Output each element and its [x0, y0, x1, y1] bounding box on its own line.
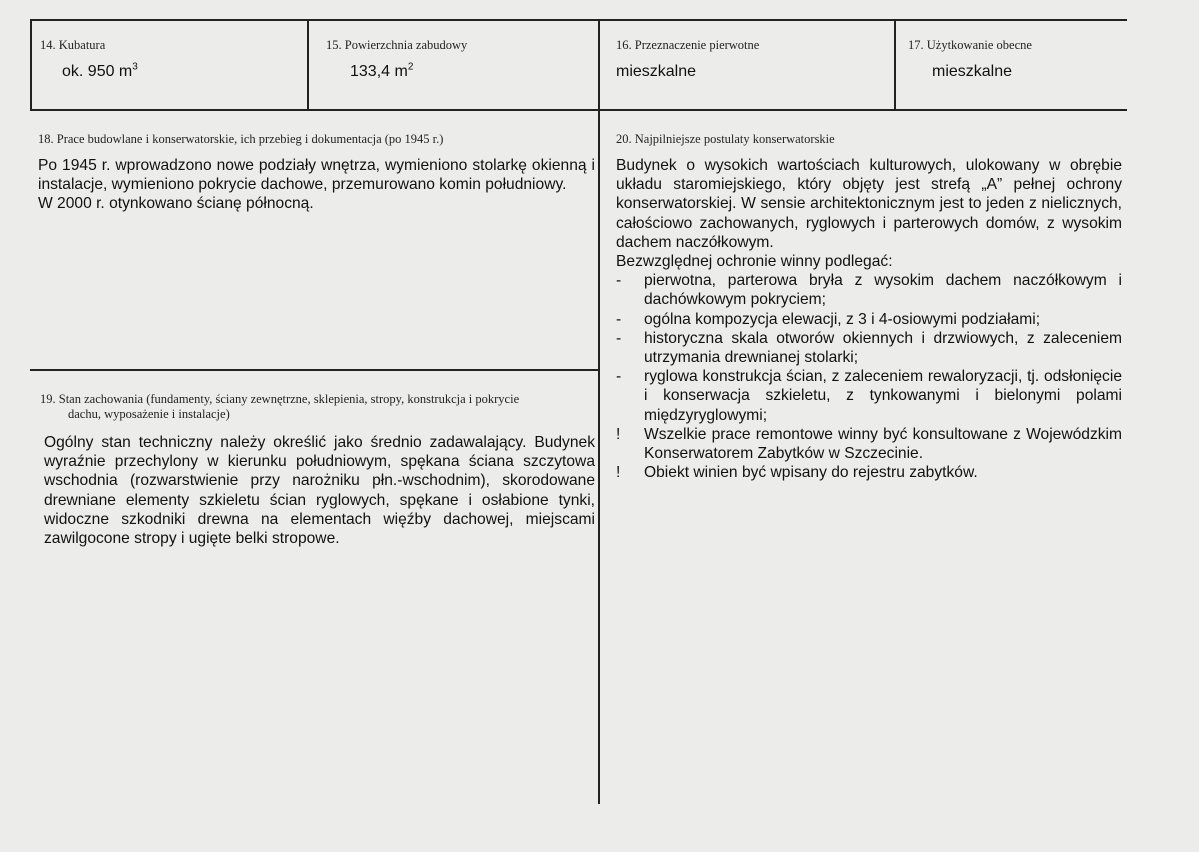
field-16-value: mieszkalne — [616, 63, 697, 80]
field-16-label: 16. Przeznaczenie pierwotne — [616, 38, 760, 52]
divider-14-15 — [307, 19, 309, 111]
list-item — [616, 310, 1122, 329]
list-marker: - — [616, 310, 622, 328]
list-item-text: Wszelkie prace remontowe winny być konsultowane z Wojewódzkim Konserwatorem Zabytków w Szczecinie. — [644, 425, 1122, 463]
list-item-text: ogólna kompozycja elewacji, z 3 i 4-osiowymi podziałami; — [644, 310, 1041, 328]
section-19-text: Ogólny stan techniczny należy określić jako średnio zadawalający. Budynek wyraźnie przechylony w kierunku południowym, spękana ściana szczytowa wschodnia (rozwarstwienie przy narożniku płn.-wschodnim), skorodowane drewniane elementy szkieletu ścian ryglowych, spękane i osłabione tynki, widoczne szkodniki drewna na elementach więźby dachowej, miejscami zawilgocone stropy i ugięte belki stropowe. — [44, 434, 595, 548]
section-20-text — [616, 156, 1122, 482]
field-15-label: 15. Powierzchnia zabudowy — [326, 38, 468, 52]
field-17-label: 17. Użytkowanie obecne — [908, 38, 1032, 52]
list-marker: ! — [616, 464, 621, 482]
section-19-label-line-2: dachu, wyposażenie i instalacje) — [68, 407, 230, 421]
section-18-text — [38, 156, 595, 214]
field-14-label: 14. Kubatura — [40, 38, 106, 52]
field-14-unit-exponent: 3 — [132, 61, 138, 73]
section-19-label — [40, 392, 596, 422]
field-15-unit-exponent: 2 — [407, 61, 414, 73]
list-marker: ! — [616, 425, 621, 443]
section-20-intro: Budynek o wysokich wartościach kulturowych, ulokowany w obrębie układu staromiejskiego, który objęty jest strefą „A” pełnej ochrony konserwatorskiej. W sensie architektonicznym jest to jeden z nielicznych, całościowo zachowanych, ryglowych i parterowych domów, z wysokim dachem naczółkowym. — [616, 157, 1122, 251]
center-divider — [598, 111, 600, 804]
list-item — [616, 425, 1122, 463]
section-18-paragraph-1: Po 1945 r. wprowadzono nowe podziały wnętrza, wymieniono stolarkę okienną i instalacje, wymieniono pokrycie dachowe, przemurowano komin południowy. — [38, 157, 595, 194]
list-item — [616, 329, 1122, 367]
list-item — [616, 271, 1122, 309]
section-20-lead: Bezwzględnej ochronie winny podlegać: — [616, 253, 893, 271]
list-item — [616, 463, 1122, 482]
left-border — [30, 19, 32, 111]
list-item-text: pierwotna, parterowa bryła z wysokim dachem naczółkowym i dachówkowym pokryciem; — [644, 272, 1122, 309]
field-17-value: mieszkalne — [932, 63, 1013, 80]
divider-16-17 — [894, 19, 896, 111]
top-rule — [30, 19, 1127, 21]
header-bottom-rule — [30, 109, 1127, 111]
section-18-label: 18. Prace budowlane i konserwatorskie, ich przebieg i dokumentacja (po 1945 r.) — [38, 132, 444, 146]
section-20-label: 20. Najpilniejsze postulaty konserwatorskie — [616, 132, 835, 146]
list-item — [616, 367, 1122, 425]
field-14-value — [62, 63, 138, 81]
list-item-text: historyczna skala otworów okiennych i drzwiowych, z zaleceniem utrzymania drewnianej stolarki; — [644, 329, 1122, 367]
section18-bottom-rule — [30, 369, 600, 371]
field-15-value-text: 133,4 m — [350, 63, 408, 80]
field-15-value — [350, 63, 413, 81]
section-19-label-line-1: 19. Stan zachowania (fundamenty, ściany zewnętrzne, sklepienia, stropy, konstrukcja i pokrycie — [40, 392, 520, 406]
list-item-text: ryglowa konstrukcja ścian, z zaleceniem rewaloryzacji, tj. odsłonięcie i konserwacja szkieletu, z tynkowanymi i bielonymi polami międzyryglowymi; — [644, 368, 1122, 424]
field-14-value-text: ok. 950 m — [62, 63, 133, 80]
divider-15-16 — [598, 19, 600, 111]
list-marker: - — [616, 272, 622, 290]
list-marker: - — [616, 368, 622, 386]
section-18-paragraph-2: W 2000 r. otynkowano ścianę północną. — [38, 195, 314, 213]
section-20-list — [616, 271, 1122, 482]
list-item-text: Obiekt winien być wpisany do rejestru zabytków. — [644, 464, 978, 482]
list-marker: - — [616, 329, 622, 347]
